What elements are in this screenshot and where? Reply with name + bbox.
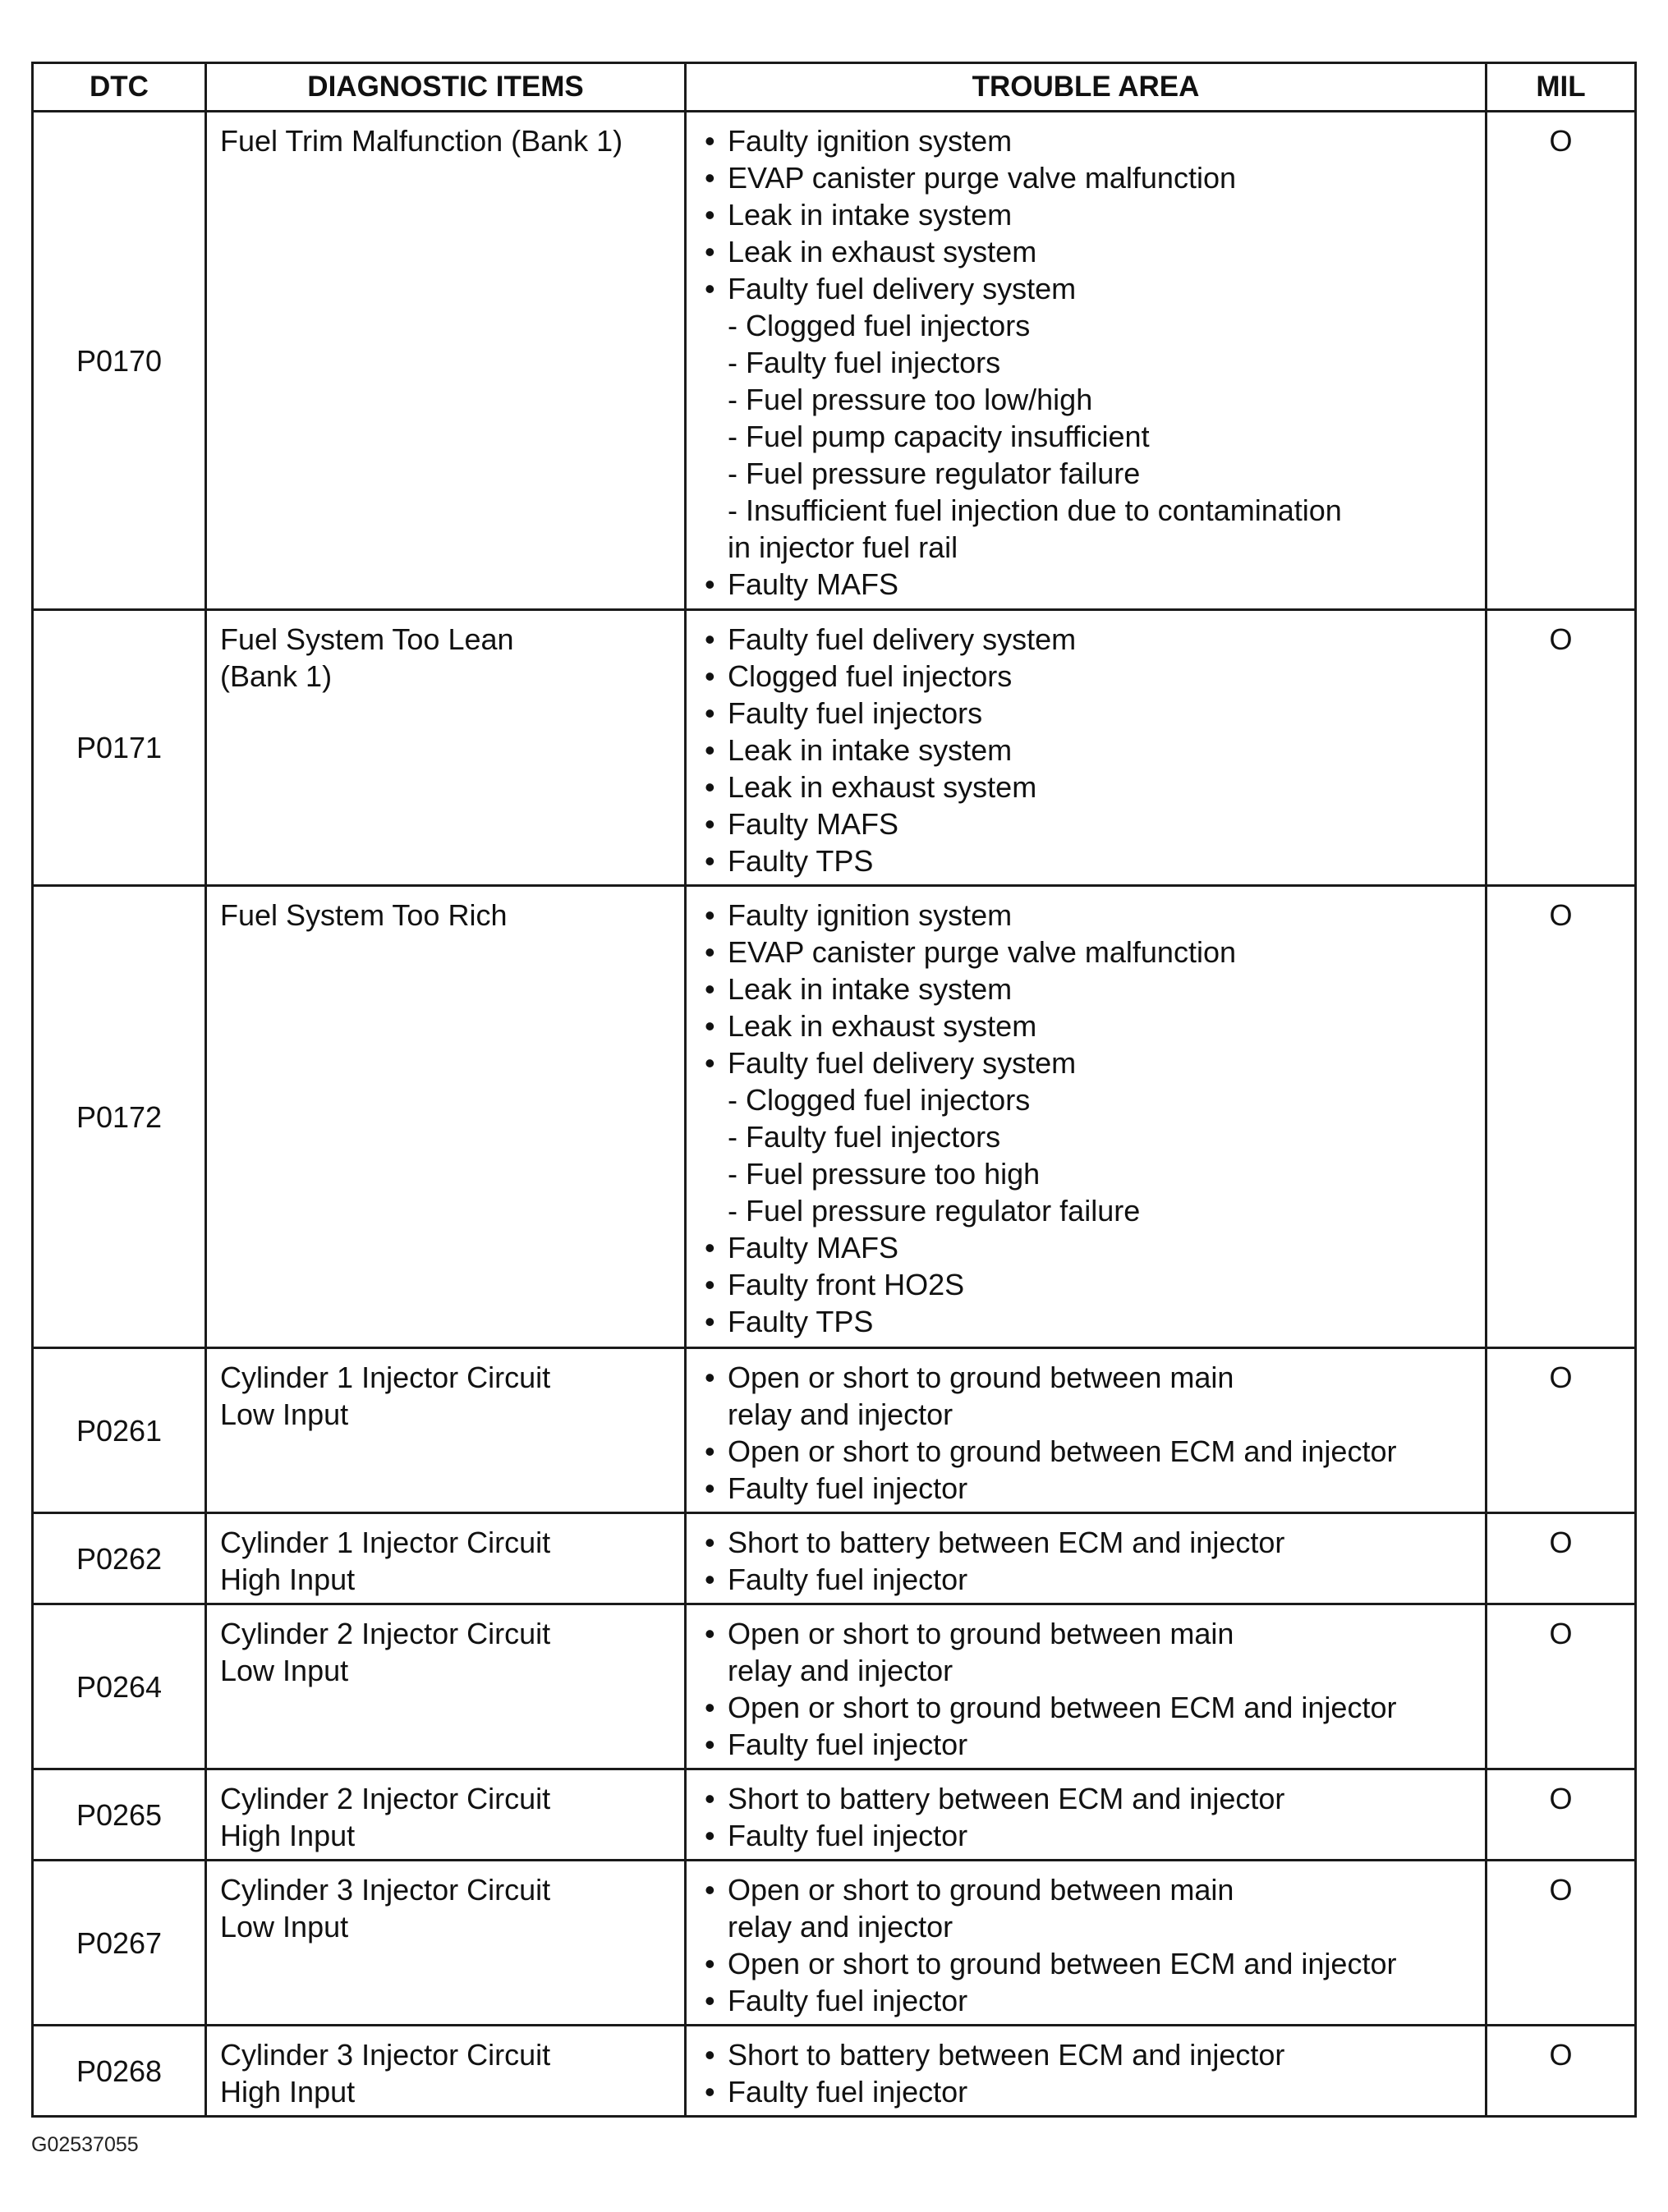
table-row: [33, 1348, 1636, 1513]
trouble-area: [686, 610, 1486, 886]
trouble-sub-item: - Fuel pressure regulator failure: [728, 1194, 1141, 1228]
header-mil: MIL: [1486, 63, 1636, 112]
diagnostic-item: [206, 1513, 686, 1604]
diagnostic-item-line: Cylinder 1 Injector Circuit: [220, 1361, 551, 1394]
diagnostic-item-line: High Input: [220, 1563, 356, 1596]
table-row: [33, 886, 1636, 1348]
diagnostic-item-line: Fuel Trim Malfunction (Bank 1): [220, 124, 623, 158]
mil-indicator: O: [1486, 1513, 1636, 1604]
header-trouble-area: TROUBLE AREA: [686, 63, 1486, 112]
trouble-bullet-item: • Leak in intake system: [728, 196, 1477, 233]
trouble-area: [686, 1348, 1486, 1513]
diagnostic-item-line: High Input: [220, 2075, 356, 2109]
diagnostic-item-line: Cylinder 2 Injector Circuit: [220, 1617, 551, 1650]
table-row: [33, 1769, 1636, 1861]
mil-indicator: O: [1486, 610, 1636, 886]
trouble-bullet-item: • Leak in intake system: [728, 971, 1477, 1007]
header-diagnostic-items: DIAGNOSTIC ITEMS: [206, 63, 686, 112]
mil-indicator: O: [1486, 1348, 1636, 1513]
trouble-sub-item: - Fuel pressure regulator failure: [728, 457, 1141, 490]
trouble-bullet-item: • Faulty fuel injectors: [728, 695, 1477, 732]
trouble-bullet-item: • Faulty MAFS: [728, 805, 1477, 842]
diagnostic-item-line: Cylinder 3 Injector Circuit: [220, 1873, 551, 1907]
trouble-continuation: relay and injector: [728, 1397, 953, 1431]
mil-indicator: O: [1486, 1769, 1636, 1861]
diagnostic-item-line: Low Input: [220, 1654, 349, 1687]
dtc-code: P0265: [33, 1769, 206, 1861]
dtc-code: P0268: [33, 2026, 206, 2117]
header-dtc: DTC: [33, 63, 206, 112]
mil-indicator: O: [1486, 886, 1636, 1348]
trouble-sub-item: - Fuel pressure too high: [728, 1157, 1041, 1191]
trouble-bullet-item: • Open or short to ground between ECM and injector: [728, 1689, 1477, 1726]
table-row: [33, 112, 1636, 610]
diagnostic-item: [206, 886, 686, 1348]
dtc-code: P0170: [33, 112, 206, 610]
trouble-bullet-item: • Faulty fuel injector: [728, 2073, 1477, 2110]
trouble-sub-item: - Fuel pump capacity insufficient: [728, 420, 1150, 453]
diagnostic-item: [206, 1861, 686, 2026]
trouble-bullet-item: • Faulty TPS: [728, 1303, 1477, 1340]
trouble-continuation: relay and injector: [728, 1910, 953, 1944]
trouble-area: [686, 112, 1486, 610]
diagnostic-item: [206, 1348, 686, 1513]
trouble-bullet-item: • Faulty front HO2S: [728, 1266, 1477, 1303]
trouble-area: [686, 1861, 1486, 2026]
trouble-bullet-item: • Leak in exhaust system: [728, 233, 1477, 270]
trouble-sub-item: - Insufficient fuel injection due to contamination: [728, 493, 1342, 527]
diagnostic-item-line: Cylinder 2 Injector Circuit: [220, 1782, 551, 1815]
trouble-continuation: relay and injector: [728, 1654, 953, 1687]
diagnostic-item: [206, 1604, 686, 1769]
trouble-bullet-item: • Clogged fuel injectors: [728, 658, 1477, 695]
diagnostic-item-line: Low Input: [220, 1910, 349, 1944]
dtc-code: P0261: [33, 1348, 206, 1513]
diagnostic-item: [206, 610, 686, 886]
trouble-bullet-item: • Faulty MAFS: [728, 566, 1477, 603]
table-row: [33, 610, 1636, 886]
trouble-bullet-item: • Leak in exhaust system: [728, 769, 1477, 805]
trouble-bullet-item: • Faulty ignition system: [728, 897, 1477, 934]
trouble-bullet-item: • Open or short to ground between ECM and injector: [728, 1945, 1477, 1982]
trouble-area: [686, 886, 1486, 1348]
diagnostic-item-line: Fuel System Too Rich: [220, 898, 508, 932]
dtc-table-container: [31, 62, 1634, 2118]
table-row: [33, 2026, 1636, 2117]
trouble-bullet-item: • Leak in intake system: [728, 732, 1477, 769]
table-body: [33, 112, 1636, 2117]
trouble-bullet-item: • Open or short to ground between main: [728, 1359, 1477, 1396]
trouble-bullet-item: • Faulty fuel delivery system: [728, 1044, 1477, 1081]
trouble-bullet-item: • Open or short to ground between ECM and injector: [728, 1433, 1477, 1470]
trouble-bullet-item: • Open or short to ground between main: [728, 1871, 1477, 1908]
dtc-code: P0267: [33, 1861, 206, 2026]
figure-id: G02537055: [31, 2133, 139, 2156]
trouble-bullet-item: • Faulty fuel delivery system: [728, 270, 1477, 307]
trouble-area: [686, 1604, 1486, 1769]
trouble-sub-item: - Faulty fuel injectors: [728, 346, 1001, 379]
diagnostic-item-line: Fuel System Too Lean: [220, 622, 514, 656]
diagnostic-item-line: Cylinder 3 Injector Circuit: [220, 2038, 551, 2072]
diagnostic-item: [206, 1769, 686, 1861]
trouble-bullet-item: • Faulty fuel injector: [728, 1817, 1477, 1854]
trouble-continuation: in injector fuel rail: [728, 530, 958, 564]
header-row: [33, 63, 1636, 112]
trouble-bullet-item: • Short to battery between ECM and injector: [728, 1780, 1477, 1817]
table-row: [33, 1604, 1636, 1769]
trouble-bullet-item: • Faulty fuel injector: [728, 1982, 1477, 2019]
mil-indicator: O: [1486, 1604, 1636, 1769]
table-row: [33, 1861, 1636, 2026]
trouble-sub-item: - Faulty fuel injectors: [728, 1120, 1001, 1154]
dtc-table: [31, 62, 1637, 2118]
trouble-bullet-item: • Faulty fuel injector: [728, 1470, 1477, 1507]
diagnostic-item-line: Cylinder 1 Injector Circuit: [220, 1526, 551, 1559]
trouble-bullet-item: • Leak in exhaust system: [728, 1007, 1477, 1044]
trouble-bullet-item: • Short to battery between ECM and injector: [728, 1524, 1477, 1561]
mil-indicator: O: [1486, 112, 1636, 610]
trouble-sub-item: - Clogged fuel injectors: [728, 1083, 1031, 1117]
diagnostic-item: [206, 2026, 686, 2117]
trouble-bullet-item: • Faulty fuel injector: [728, 1726, 1477, 1763]
trouble-bullet-item: • Faulty TPS: [728, 842, 1477, 879]
diagnostic-item-line: High Input: [220, 1819, 356, 1852]
dtc-code: P0264: [33, 1604, 206, 1769]
trouble-sub-item: - Fuel pressure too low/high: [728, 383, 1093, 416]
trouble-area: [686, 2026, 1486, 2117]
trouble-bullet-item: • Faulty MAFS: [728, 1229, 1477, 1266]
dtc-code: P0172: [33, 886, 206, 1348]
trouble-bullet-item: • EVAP canister purge valve malfunction: [728, 159, 1477, 196]
trouble-area: [686, 1769, 1486, 1861]
trouble-sub-item: - Clogged fuel injectors: [728, 309, 1031, 342]
trouble-bullet-item: • Short to battery between ECM and injector: [728, 2036, 1477, 2073]
trouble-bullet-item: • Faulty fuel injector: [728, 1561, 1477, 1598]
diagnostic-item-line: Low Input: [220, 1397, 349, 1431]
dtc-code: P0262: [33, 1513, 206, 1604]
trouble-bullet-item: • Faulty ignition system: [728, 122, 1477, 159]
mil-indicator: O: [1486, 2026, 1636, 2117]
diagnostic-item: [206, 112, 686, 610]
trouble-bullet-item: • Faulty fuel delivery system: [728, 621, 1477, 658]
table-row: [33, 1513, 1636, 1604]
mil-indicator: O: [1486, 1861, 1636, 2026]
dtc-code: P0171: [33, 610, 206, 886]
diagnostic-item-line: (Bank 1): [220, 659, 333, 693]
trouble-area: [686, 1513, 1486, 1604]
trouble-bullet-item: • EVAP canister purge valve malfunction: [728, 934, 1477, 971]
trouble-bullet-item: • Open or short to ground between main: [728, 1615, 1477, 1652]
